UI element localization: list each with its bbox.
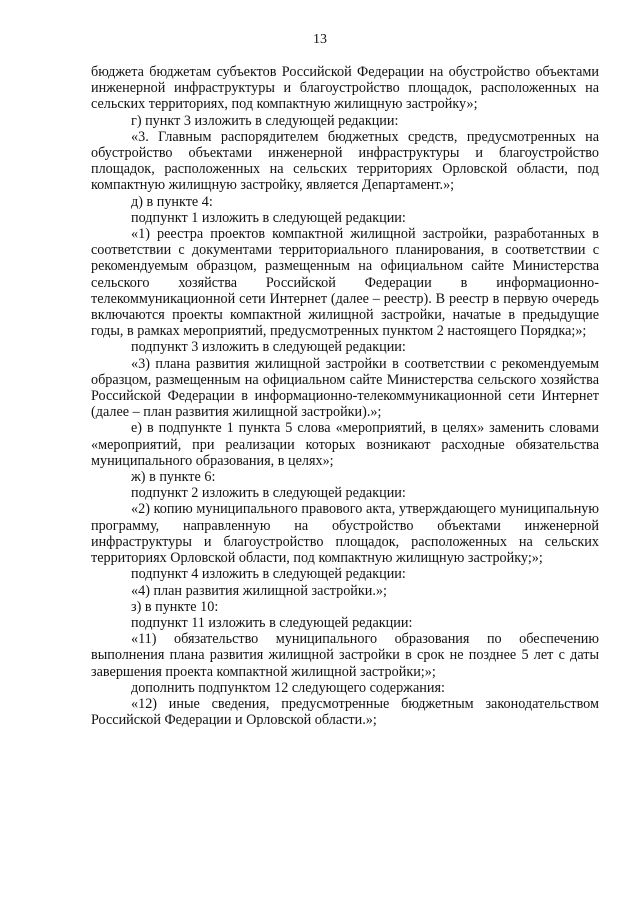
paragraph: «3. Главным распорядителем бюджетных средств, предусмотренных на обустройство объектами инженерной инфраструктуры и благоустройство площадок, расположенных на сельских территориях Орловской области, под компактную жилищную застройку, является Департамент.»;: [91, 128, 599, 194]
paragraph: е) в подпункте 1 пункта 5 слова «мероприятий, в целях» заменить словами «мероприятий, при реализации которых возникают расходные обязательства муниципального образования, в целях»;: [91, 420, 599, 469]
paragraph: подпункт 11 изложить в следующей редакции:: [131, 614, 413, 631]
page-number: 13: [313, 32, 327, 47]
document-body: [91, 64, 599, 728]
paragraph: «12) иные сведения, предусмотренные бюджетным законодательством Российской Федерации и Орловской области.»;: [91, 695, 599, 729]
paragraph: подпункт 3 изложить в следующей редакции:: [131, 339, 406, 356]
paragraph: «2) копию муниципального правового акта, утверждающего муниципальную программу, направленную на обустройство объектами инженерной инфраструктуры и благоустройство площадок, расположенных на сельских территориях Орловской области, под компактную жилищную застройку;»;: [91, 501, 599, 567]
paragraph: дополнить подпунктом 12 следующего содержания:: [131, 679, 445, 696]
paragraph: подпункт 2 изложить в следующей редакции:: [131, 485, 406, 502]
paragraph: д) в пункте 4:: [131, 193, 213, 210]
paragraph: «4) план развития жилищной застройки.»;: [131, 582, 387, 599]
paragraph: подпункт 1 изложить в следующей редакции:: [131, 209, 406, 226]
paragraph: з) в пункте 10:: [131, 598, 219, 615]
paragraph: г) пункт 3 изложить в следующей редакции:: [131, 112, 399, 129]
paragraph: бюджета бюджетам субъектов Российской Федерации на обустройство объектами инженерной инфраструктуры и благоустройство площадок, расположенных на сельских территориях, под компактную жилищную застройку»;: [91, 64, 599, 113]
paragraph: «1) реестра проектов компактной жилищной застройки, разработанных в соответствии с документами территориального планирования, в соответствии с рекомендуемым образцом, размещенным на официальном сайте Министерства сельского хозяйства Российской Федерации в информационно-телекоммуникационной сети Интернет (далее – реестр). В реестр в первую очередь включаются проекты компактной жилищной застройки, начатые в предыдущие годы, в рамках мероприятий, предусмотренных пунктом 2 настоящего Порядка;»;: [91, 226, 599, 340]
paragraph: ж) в пункте 6:: [131, 469, 216, 486]
paragraph: «3) плана развития жилищной застройки в соответствии с рекомендуемым образцом, размещенным на официальном сайте Министерства сельского хозяйства Российской Федерации в информационно-телекоммуникационной сети Интернет (далее – план развития жилищной застройки).»;: [91, 355, 599, 421]
paragraph: «11) обязательство муниципального образования по обеспечению выполнения плана развития жилищной застройки в срок не позднее 5 лет с даты завершения проекта компактной жилищной застройки;»;: [91, 631, 599, 680]
paragraph: подпункт 4 изложить в следующей редакции:: [131, 566, 406, 583]
